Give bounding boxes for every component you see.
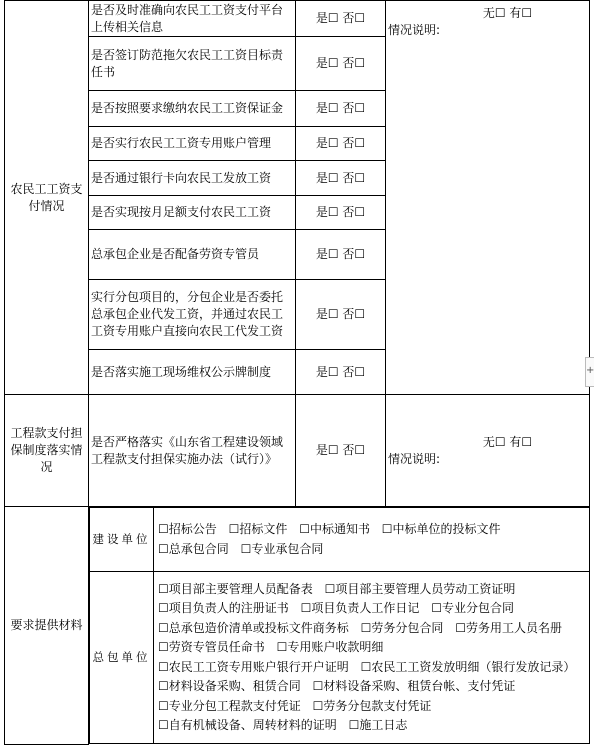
yes-no-checkboxes[interactable]: 是☐ 否☐ [296, 350, 386, 395]
material-checkbox-item[interactable]: ☐项目部主要管理人员配备表 [158, 581, 313, 596]
yes-no-checkboxes[interactable]: 是☐ 否☐ [296, 91, 386, 127]
scroll-handle[interactable] [585, 357, 594, 387]
guarantee-remark-cell [386, 395, 590, 507]
materials-inner-table [89, 507, 590, 744]
material-checkbox-item[interactable]: ☐农民工工资专用账户银行开户证明 [158, 659, 349, 674]
none-yes-checkboxes[interactable]: 无☐ 有☐ [482, 434, 533, 449]
material-checkbox-item[interactable]: ☐总承包造价清单或投标文件商务标 [158, 620, 349, 635]
question-cell: 是否实行农民工工资专用账户管理 [89, 127, 296, 161]
material-checkbox-item[interactable]: ☐项目部主要管理人员劳动工资证明 [324, 581, 516, 596]
material-checkbox-item[interactable]: ☐项目负责人工作日记 [300, 601, 420, 615]
question-cell: 是否签订防范拖欠农民工工资目标责任书 [89, 37, 296, 91]
material-checkbox-item[interactable]: ☐农民工工资发放明细（银行发放记录） [360, 659, 576, 674]
material-checkbox-item[interactable]: ☐施工日志 [348, 718, 408, 732]
none-yes-checkboxes[interactable]: 无☐ 有☐ [482, 6, 533, 20]
general-contractor-row [90, 572, 590, 744]
material-checkbox-item[interactable]: ☐劳务分包合同 [360, 620, 444, 635]
materials-row [5, 507, 590, 745]
inspection-table [4, 0, 590, 745]
material-checkbox-item[interactable]: ☐专业承包合同 [240, 541, 324, 556]
material-checkbox-item[interactable]: ☐劳务用工人员名册 [455, 620, 562, 635]
material-checkbox-item[interactable]: ☐招标文件 [228, 522, 288, 536]
material-checkbox-item[interactable]: ☐招标公告 [158, 522, 217, 536]
remark-label: 情况说明: [388, 23, 441, 37]
material-checkbox-item[interactable]: ☐劳务分包款支付凭证 [312, 698, 432, 713]
yes-no-checkboxes[interactable]: 是☐ 否☐ [296, 395, 386, 507]
general-contractor-items [154, 572, 590, 744]
yes-no-checkboxes[interactable]: 是☐ 否☐ [296, 37, 386, 91]
question-cell: 是否及时准确向农民工工资支付平台上传相关信息 [89, 1, 296, 37]
question-cell: 总承包企业是否配备劳资专管员 [89, 230, 296, 280]
construction-unit-items [154, 508, 590, 572]
plus-icon: + [586, 365, 594, 376]
material-checkbox-item[interactable]: ☐材料设备采购、租赁合同 [158, 679, 301, 693]
remark-label: 情况说明: [388, 451, 441, 466]
question-cell: 是否严格落实《山东省工程建设领域工程款支付担保实施办法（试行）》 [89, 395, 296, 507]
guarantee-category: 工程款支付担保制度落实情况 [5, 395, 89, 507]
material-checkbox-item[interactable]: ☐中标单位的投标文件 [381, 522, 501, 536]
general-contractor-label: 总包单位 [90, 572, 154, 744]
guarantee-row [5, 395, 590, 507]
question-cell: 实行分包项目的，分包企业是否委托总承包企业代发工资，并通过农民工工资专用账户直接向农民工代发工资 [89, 280, 296, 350]
wage-remark-cell [386, 1, 590, 395]
question-cell: 是否通过银行卡向农民工发放工资 [89, 161, 296, 196]
yes-no-checkboxes[interactable]: 是☐ 否☐ [296, 1, 386, 37]
wage-row [5, 1, 590, 37]
materials-inner-wrap [89, 507, 590, 745]
material-checkbox-item[interactable]: ☐专业分包工程款支付凭证 [158, 698, 301, 713]
construction-unit-row [90, 508, 590, 572]
material-checkbox-item[interactable]: ☐自有机械设备、周转材料的证明 [158, 718, 337, 732]
material-checkbox-item[interactable]: ☐项目负责人的注册证书 [158, 601, 289, 615]
yes-no-checkboxes[interactable]: 是☐ 否☐ [296, 230, 386, 280]
wage-category: 农民工工资支付情况 [5, 1, 89, 395]
question-cell: 是否落实施工现场维权公示牌制度 [89, 350, 296, 395]
material-checkbox-item[interactable]: ☐专用账户收款明细 [276, 640, 384, 654]
material-checkbox-item[interactable]: ☐总承包合同 [158, 541, 229, 556]
material-checkbox-item[interactable]: ☐中标通知书 [299, 522, 370, 536]
material-checkbox-item[interactable]: ☐劳资专管员任命书 [158, 640, 265, 654]
yes-no-checkboxes[interactable]: 是☐ 否☐ [296, 280, 386, 350]
question-cell: 是否实现按月足额支付农民工工资 [89, 196, 296, 230]
construction-unit-label: 建设单位 [90, 508, 154, 572]
material-checkbox-item[interactable]: ☐材料设备采购、租赁台帐、支付凭证 [312, 679, 516, 693]
yes-no-checkboxes[interactable]: 是☐ 否☐ [296, 161, 386, 196]
materials-category: 要求提供材料 [5, 507, 89, 745]
yes-no-checkboxes[interactable]: 是☐ 否☐ [296, 196, 386, 230]
yes-no-checkboxes[interactable]: 是☐ 否☐ [296, 127, 386, 161]
material-checkbox-item[interactable]: ☐专业分包合同 [431, 601, 514, 615]
question-cell: 是否按照要求缴纳农民工工资保证金 [89, 91, 296, 127]
